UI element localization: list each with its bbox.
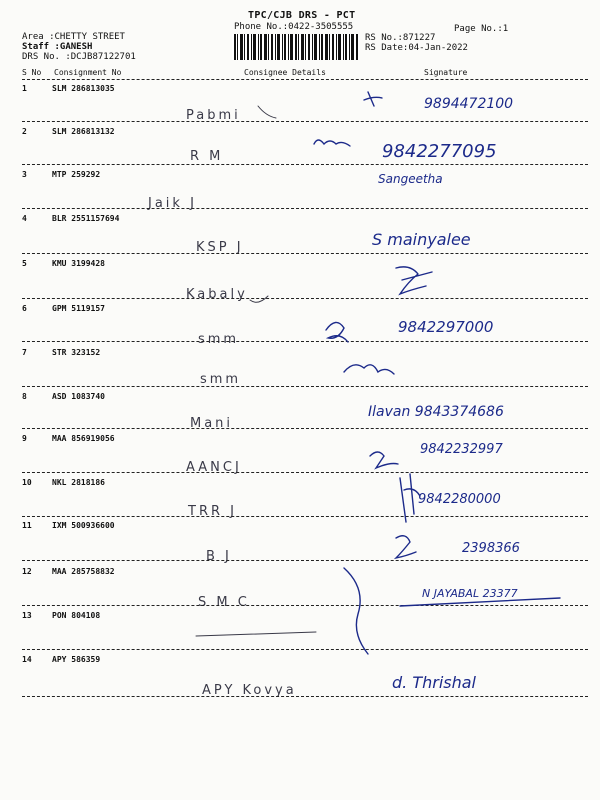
signature-scribble: [396, 536, 416, 558]
row-sno: 8: [22, 392, 27, 401]
row-consignment-no: KMU 3199428: [52, 259, 105, 268]
signature-text: S mainyalee: [372, 230, 471, 249]
row-consignment-no: PON 804108: [52, 611, 101, 620]
row-sno: 2: [22, 127, 27, 136]
consignee-handwritten-name: Jaik J: [148, 196, 197, 211]
consignee-handwritten-name: APY Kovya: [202, 683, 297, 698]
row-consignment-no: SLM 286813132: [52, 127, 115, 136]
signature-scribble: [370, 452, 398, 468]
row-consignment-no: MAA 285758832: [52, 567, 115, 576]
signature-text: N JAYABAL 23377: [422, 587, 518, 600]
staff-label: Staff :GANESH: [22, 42, 93, 52]
signature-text: 9842297000: [398, 318, 494, 336]
row-sno: 12: [22, 567, 32, 576]
row-consignment-no: NKL 2818186: [52, 478, 105, 487]
consignee-handwritten-name: TRR J: [188, 504, 237, 519]
report-title: TPC/CJB DRS - PCT: [248, 10, 356, 21]
consignee-handwritten-name: Kabaly: [186, 287, 248, 302]
row-sno: 6: [22, 304, 27, 313]
column-sno: S No: [22, 68, 42, 77]
signature-text: 2398366: [462, 541, 520, 556]
signature-scribble: [364, 92, 382, 106]
consignee-handwritten-name: Mani: [190, 416, 234, 431]
rs-date: RS Date:04-Jan-2022: [365, 43, 468, 53]
pencil-mark: [196, 632, 316, 636]
consignee-handwritten-name: B J: [206, 549, 232, 564]
signature-text: 9894472100: [424, 96, 514, 112]
area-label: Area :CHETTY STREET: [22, 32, 125, 42]
row-sno: 10: [22, 478, 32, 487]
row-sno: 9: [22, 434, 27, 443]
consignee-handwritten-name: S M C: [198, 595, 250, 610]
row-sno: 5: [22, 259, 27, 268]
consignee-handwritten-name: smm: [200, 372, 242, 387]
phone-number: Phone No.:0422-3505555: [234, 22, 354, 32]
row-consignment-no: GPM 5119157: [52, 304, 105, 313]
signature-text: 9842280000: [418, 492, 501, 507]
signature-scribble: [326, 322, 348, 342]
consignee-handwritten-name: smm: [198, 332, 240, 347]
row-sno: 13: [22, 611, 32, 620]
pencil-mark: [258, 106, 276, 118]
signature-underline: [400, 598, 560, 606]
row-sno: 3: [22, 170, 27, 179]
signature-text: 9842277095: [382, 141, 497, 162]
row-sno: 1: [22, 84, 27, 93]
row-sno: 7: [22, 348, 27, 357]
rs-number: RS No.:871227: [365, 33, 436, 43]
row-consignment-no: APY 586359: [52, 655, 101, 664]
drs-number: DRS No. :DCJB87122701: [22, 52, 136, 62]
row-consignment-no: MAA 856919056: [52, 434, 115, 443]
consignee-handwritten-name: R M: [190, 149, 224, 164]
signature-scribble: [396, 267, 432, 294]
row-consignment-no: IXM 500936600: [52, 521, 115, 530]
signature-text: d. Thrishal: [392, 673, 476, 692]
signature-text: 9842232997: [420, 442, 503, 457]
consignee-handwritten-name: AANCJ: [186, 460, 242, 475]
page-number: Page No.:1: [454, 24, 509, 34]
column-signature: Signature: [424, 68, 468, 77]
column-consignee: Consignee Details: [244, 68, 326, 77]
row-sno: 14: [22, 655, 32, 664]
signature-scribble: [314, 140, 350, 146]
pencil-mark: [250, 296, 268, 302]
signature-text: Ilavan 9843374686: [368, 404, 504, 420]
signature-scribble: [400, 474, 420, 522]
row-sno: 4: [22, 214, 27, 223]
row-consignment-no: MTP 259292: [52, 170, 101, 179]
row-consignment-no: ASD 1083740: [52, 392, 105, 401]
signature-text: Sangeetha: [378, 172, 443, 186]
row-sno: 11: [22, 521, 32, 530]
row-consignment-no: BLR 2551157694: [52, 214, 120, 223]
bracket-mark: [344, 568, 368, 654]
row-consignment-no: STR 323152: [52, 348, 101, 357]
column-consignment: Consignment No: [54, 68, 122, 77]
consignee-handwritten-name: Pabmi: [186, 108, 241, 123]
row-consignment-no: SLM 286813035: [52, 84, 115, 93]
signature-scribble: [344, 365, 394, 374]
consignee-handwritten-name: KSP J: [196, 240, 244, 255]
